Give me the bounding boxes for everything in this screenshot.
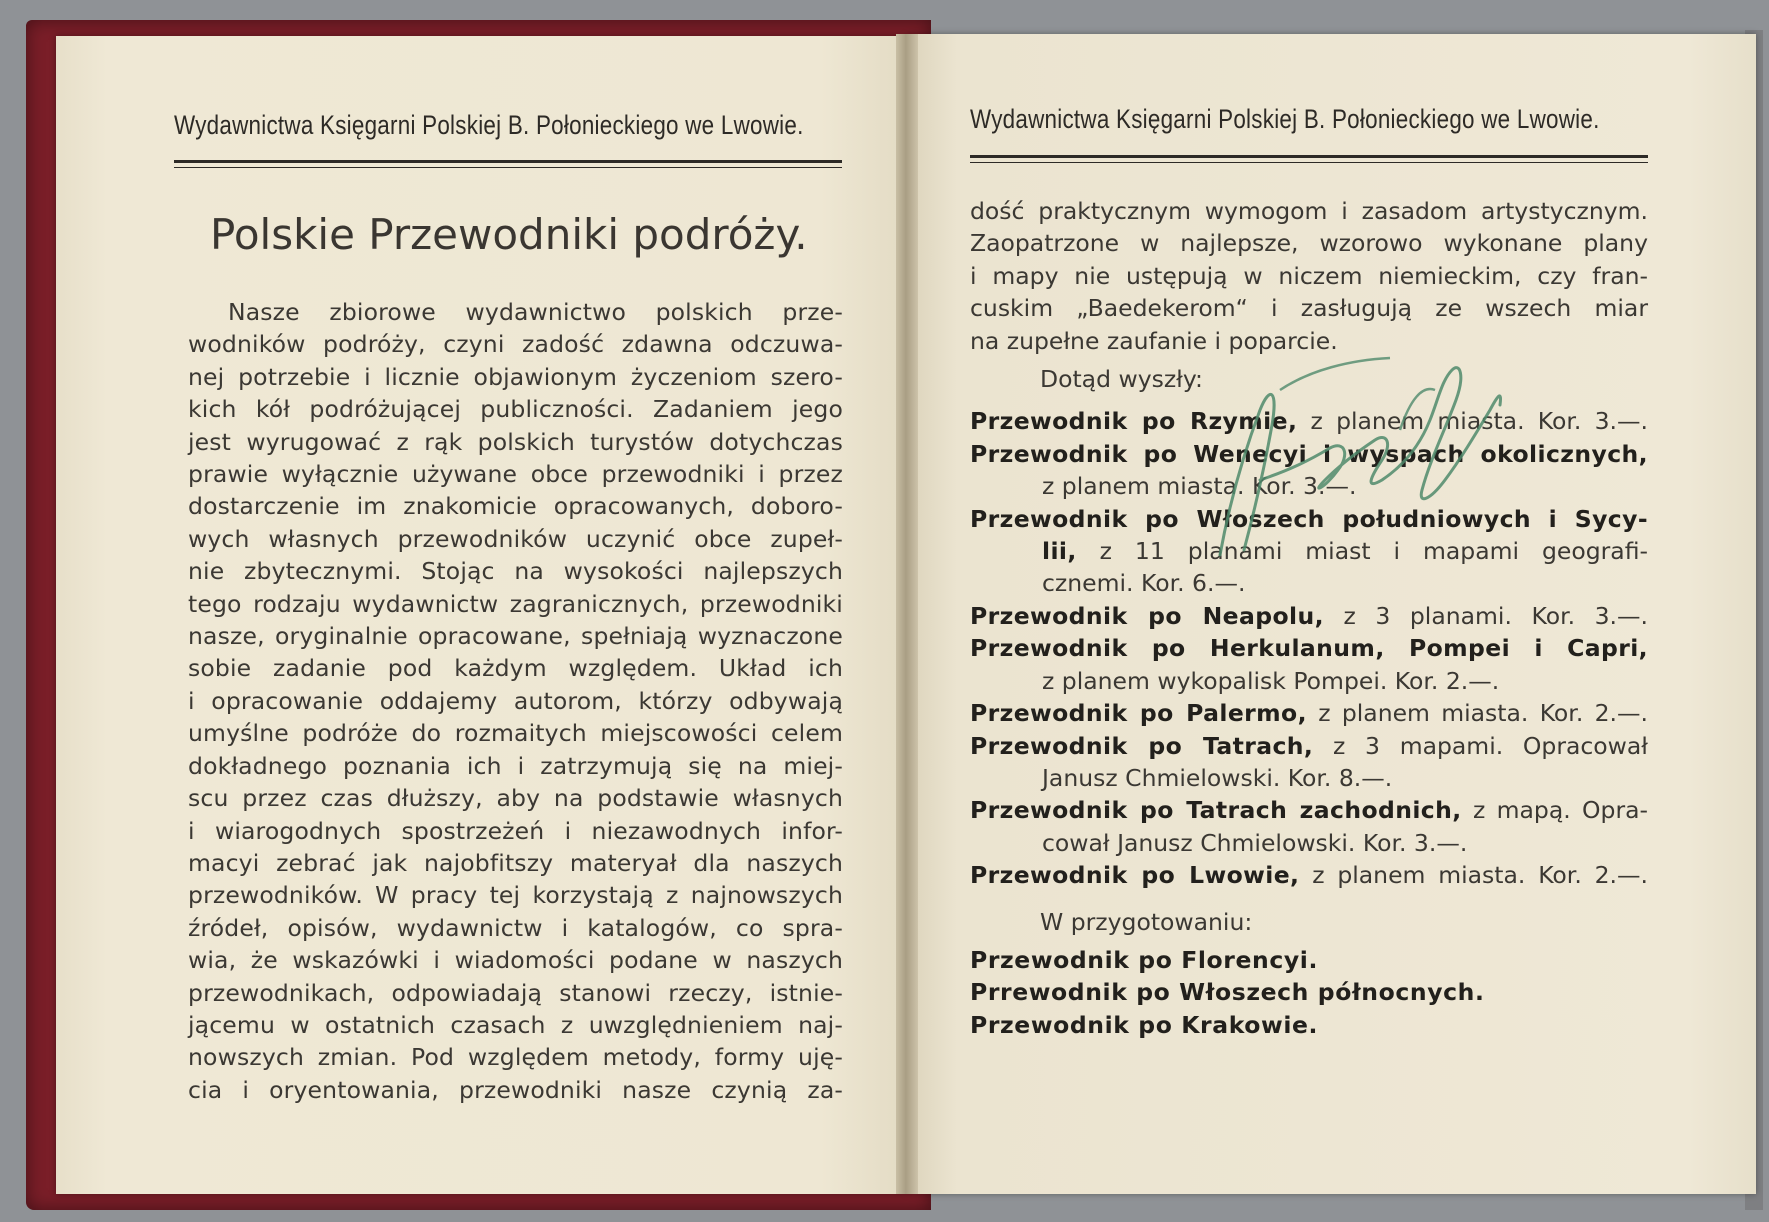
- right-header: Wydawnictwa Księgarni Polskiej B. Połonieckiego we Lwowie.: [970, 104, 1600, 134]
- guide-details: z planem miasta. Kor. 2.—.: [1306, 699, 1648, 728]
- guide-title: Przewodnik po Tatrach zachodnich,: [970, 796, 1462, 825]
- body-line: scu przez czas dłuższy, aby na podstawie własnych: [188, 784, 843, 813]
- guide-details: Janusz Chmielowski. Kor. 8.—.: [1042, 763, 1393, 792]
- guide-details: z 3 planami. Kor. 3.—.: [1323, 601, 1648, 630]
- body-line: jącemu w ostatnich czasach z uwzględnieniem naj-: [188, 1010, 843, 1039]
- intro-line: dość praktycznym wymogom i zasadom artystycznym.: [970, 197, 1648, 225]
- guide-details: z mapą. Opra-: [1461, 796, 1648, 825]
- body-line: nej potrzebie i licznie objawionym życzeniom szero-: [188, 362, 843, 391]
- guide-entry: [970, 697, 1648, 729]
- guide-entry: [970, 405, 1648, 437]
- left-header-rule-thin: [174, 167, 842, 168]
- body-line: źródeł, opisów, wydawnictw i katalogów, co spra-: [188, 913, 843, 942]
- guide-entry: [970, 632, 1648, 697]
- body-line: prawie wyłącznie używane obce przewodniki i przez: [188, 460, 843, 489]
- intro-text: [970, 195, 1648, 357]
- guide-entry-line: [970, 827, 1648, 859]
- guide-entry-line: [970, 697, 1648, 729]
- guide-entry: [970, 438, 1648, 503]
- guide-entry-line: [970, 600, 1648, 632]
- guide-entry-line: [970, 503, 1648, 535]
- preparing-list: [970, 944, 1648, 1041]
- left-header-rule: [174, 160, 842, 163]
- guide-details: z planem miasta. Kor. 3.—.: [1297, 407, 1648, 436]
- body-line: cia i oryentowania, przewodniki nasze czynią za-: [188, 1075, 843, 1104]
- guide-entry-line: [970, 730, 1648, 762]
- body-line: Nasze zbiorowe wydawnictwo polskich prze-: [228, 298, 843, 326]
- guide-details: z planem wykopalisk Pompei. Kor. 2.—.: [1042, 666, 1500, 695]
- body-line: tego rodzaju wydawnictw zagranicznych, przewodniki: [188, 589, 843, 618]
- guide-title: Przewodnik po Palermo,: [970, 699, 1307, 728]
- preparing-label: W przygotowaniu:: [1040, 907, 1253, 936]
- guide-entry-line: [970, 405, 1648, 437]
- guide-entry: [970, 730, 1648, 795]
- intro-line: cuskim „Baedekerom“ i zasługują ze wszech miar: [970, 294, 1648, 323]
- guide-entry: [970, 600, 1648, 632]
- guide-title: Przewodnik po Włoszech południowych i Sycy-: [970, 504, 1648, 533]
- guide-entry: [970, 503, 1648, 600]
- body-line: wodników podróży, czyni zadość zdawna odczuwa-: [188, 330, 843, 359]
- guide-entry-line: [970, 665, 1648, 697]
- guide-title: Przewodnik po Tatrach,: [970, 731, 1314, 760]
- guide-title: Przewodnik po Rzymie,: [970, 407, 1298, 436]
- body-line: nie zbytecznymi. Stojąc na wysokości najlepszych: [188, 557, 843, 586]
- upcoming-guide: Przewodnik po Florencyi.: [970, 945, 1318, 974]
- published-label: Dotąd wyszły:: [1040, 365, 1203, 394]
- guide-entry-line: [970, 632, 1648, 664]
- guide-entry-line: [970, 567, 1648, 599]
- guide-entry-line: [970, 859, 1648, 891]
- guide-entry: [970, 794, 1648, 859]
- left-header: Wydawnictwa Księgarni Polskiej B. Połonieckiego we Lwowie.: [174, 110, 804, 140]
- guide-title: Przewodnik po Herkulanum, Pompei i Capri,: [970, 634, 1648, 663]
- guide-details: z planem miasta. Kor. 2.—.: [1299, 861, 1648, 890]
- body-line: nasze, oryginalnie opracowane, spełniają wyznaczone: [188, 622, 843, 651]
- right-header-rule-thin: [970, 162, 1648, 163]
- guide-title: Przewodnik po Lwowie,: [970, 861, 1300, 890]
- guide-title: Przewodnik po Neapolu,: [970, 601, 1324, 630]
- body-line: i wiarogodnych spostrzeżeń i niezawodnych infor-: [188, 816, 843, 845]
- intro-line: i mapy nie ustępują w niczem niemieckim, czy fran-: [970, 261, 1648, 290]
- intro-line: na zupełne zaufanie i poparcie.: [970, 326, 1338, 355]
- guide-details: z 11 planami miast i mapami geografi-: [1076, 537, 1648, 566]
- body-line: umyślne podróże do rozmaitych miejscowości celem: [188, 719, 843, 748]
- guide-entry-line: [970, 762, 1648, 794]
- guide-details: cował Janusz Chmielowski. Kor. 3.—.: [1042, 828, 1468, 857]
- body-line: macyi zebrać jak najobfitszy materyał dla naszych: [188, 848, 843, 877]
- guide-entry: [970, 859, 1648, 891]
- guide-title: lii,: [1042, 537, 1077, 566]
- body-line: wych własnych przewodników uczynić obce zupeł-: [188, 524, 843, 553]
- guide-entry-line: [970, 470, 1648, 502]
- body-line: i opracowanie oddajemy autorom, którzy odbywają: [188, 686, 843, 715]
- body-line: dostarczenie im znakomicie opracowanych, doboro-: [188, 492, 843, 521]
- body-line: przewodników. W pracy tej korzystają z najnowszych: [188, 881, 843, 910]
- body-line: wia, że wskazówki i wiadomości podane w naszych: [188, 946, 843, 975]
- body-line: dokładnego poznania ich i zatrzymują się na miej-: [188, 751, 843, 780]
- upcoming-guide: Prrewodnik po Włoszech północnych.: [970, 978, 1485, 1007]
- body-line: jest wyrugować z rąk polskich turystów dotychczas: [188, 427, 843, 456]
- published-list: [970, 405, 1648, 891]
- right-body: [970, 195, 1648, 1041]
- guide-details: z 3 mapami. Opracował: [1313, 731, 1648, 760]
- guide-entry-line: [970, 438, 1648, 470]
- guide-title: Przewodnik po Wenecyi i wyspach okolicznych,: [970, 439, 1648, 468]
- guide-entry-line: [970, 794, 1648, 826]
- guide-entry-line: [970, 535, 1648, 567]
- guide-details: cznemi. Kor. 6.—.: [1042, 569, 1246, 598]
- page-title: Polskie Przewodniki podróży.: [210, 210, 808, 259]
- body-line: nowszych zmian. Pod względem metody, formy uję-: [188, 1043, 843, 1072]
- body-line: kich kół podróżującej publiczności. Zadaniem jego: [188, 395, 843, 424]
- body-line: przewodnikach, odpowiadają stanowi rzeczy, istnie-: [188, 978, 843, 1007]
- upcoming-guide: Przewodnik po Krakowie.: [970, 1010, 1319, 1039]
- right-header-rule: [970, 155, 1648, 158]
- guide-details: z planem miasta. Kor. 3.—.: [1042, 472, 1357, 501]
- body-line: sobie zadanie pod każdym względem. Układ ich: [188, 654, 843, 683]
- left-body-text: [188, 296, 843, 1106]
- intro-line: Zaopatrzone w najlepsze, wzorowo wykonane plany: [970, 229, 1648, 258]
- book-gutter: [896, 34, 918, 1194]
